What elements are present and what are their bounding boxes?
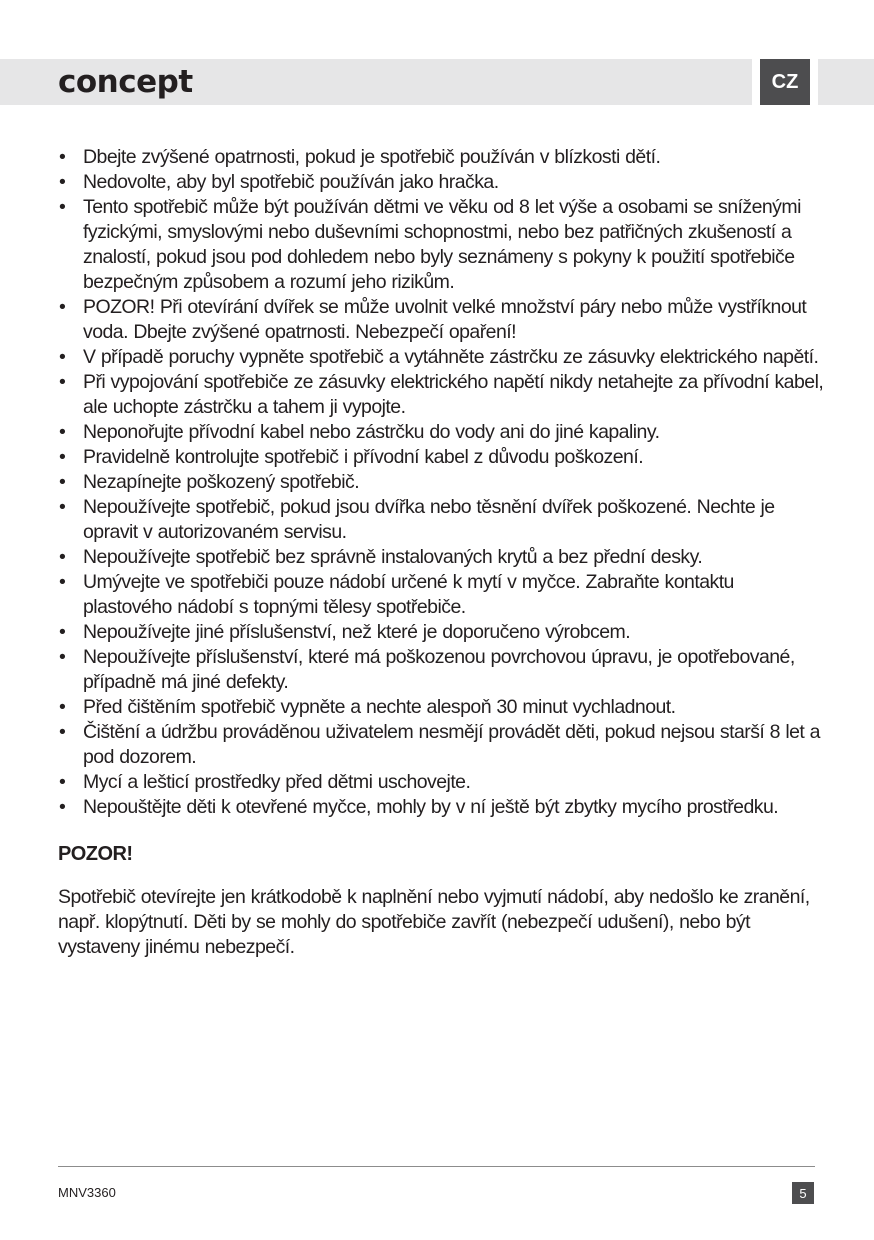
list-item: • Nezapínejte poškozený spotřebič. bbox=[58, 470, 828, 495]
warning-heading: POZOR! bbox=[58, 843, 133, 865]
list-item: • Tento spotřebič může být používán dětmi ve věku od 8 let výše a osobami se sníženými fyzickými, smyslovými nebo duševními schopnostmi, nebo bez patřičných zkušeností a znalostí, pokud jsou pod dohledem nebo byly seznámeny s pokyny k použití spotřebiče bezpečným způsobem a rozumí jeho rizikům. bbox=[58, 195, 828, 295]
list-item: • Neponořujte přívodní kabel nebo zástrčku do vody ani do jiné kapaliny. bbox=[58, 420, 828, 445]
list-item: • Při vypojování spotřebiče ze zásuvky elektrického napětí nikdy netahejte za přívodní kabel, ale uchopte zástrčku a tahem ji vypojte. bbox=[58, 370, 828, 420]
list-item: • Dbejte zvýšené opatrnosti, pokud je spotřebič používán v blízkosti dětí. bbox=[58, 145, 828, 170]
header-divider bbox=[752, 59, 760, 105]
list-item: • Nedovolte, aby byl spotřebič používán jako hračka. bbox=[58, 170, 828, 195]
list-item: • Nepouštějte děti k otevřené myčce, mohly by v ní ještě být zbytky mycího prostředku. bbox=[58, 795, 828, 820]
list-item: • POZOR! Při otevírání dvířek se může uvolnit velké množství páry nebo může vystříknout voda. Dbejte zvýšené opatrnosti. Nebezpečí opaření! bbox=[58, 295, 828, 345]
list-item: • Pravidelně kontrolujte spotřebič i přívodní kabel z důvodu poškození. bbox=[58, 445, 828, 470]
list-item: • Umývejte ve spotřebiči pouze nádobí určené k mytí v myčce. Zabraňte kontaktu plastového nádobí s topnými tělesy spotřebiče. bbox=[58, 570, 828, 620]
list-item: • V případě poruchy vypněte spotřebič a vytáhněte zástrčku ze zásuvky elektrického napětí. bbox=[58, 345, 828, 370]
brand-logo: concept bbox=[58, 64, 193, 100]
model-number: MNV3360 bbox=[58, 1185, 116, 1200]
list-item: • Mycí a lešticí prostředky před dětmi uschovejte. bbox=[58, 770, 828, 795]
list-item: • Čištění a údržbu prováděnou uživatelem nesmějí provádět děti, pokud nejsou starší 8 let a pod dozorem. bbox=[58, 720, 828, 770]
footer-divider bbox=[58, 1166, 815, 1167]
safety-instructions-list bbox=[58, 145, 828, 820]
list-item: • Nepoužívejte příslušenství, které má poškozenou povrchovou úpravu, je opotřebované, případně má jiné defekty. bbox=[58, 645, 828, 695]
header-divider bbox=[810, 59, 818, 105]
warning-paragraph: Spotřebič otevírejte jen krátkodobě k naplnění nebo vyjmutí nádobí, aby nedošlo ke zranění, např. klopýtnutí. Děti by se mohly do spotřebiče zavřít (nebezpečí udušení), nebo být vystaveny jinému nebezpečí. bbox=[58, 886, 810, 958]
page-content bbox=[58, 145, 828, 960]
list-item: • Nepoužívejte jiné příslušenství, než které je doporučeno výrobcem. bbox=[58, 620, 828, 645]
language-badge: CZ bbox=[760, 59, 810, 105]
list-item: • Nepoužívejte spotřebič, pokud jsou dvířka nebo těsnění dvířek poškozené. Nechte je opravit v autorizovaném servisu. bbox=[58, 495, 828, 545]
page-number: 5 bbox=[792, 1182, 814, 1204]
list-item: • Nepoužívejte spotřebič bez správně instalovaných krytů a bez přední desky. bbox=[58, 545, 828, 570]
list-item: • Před čištěním spotřebič vypněte a nechte alespoň 30 minut vychladnout. bbox=[58, 695, 828, 720]
